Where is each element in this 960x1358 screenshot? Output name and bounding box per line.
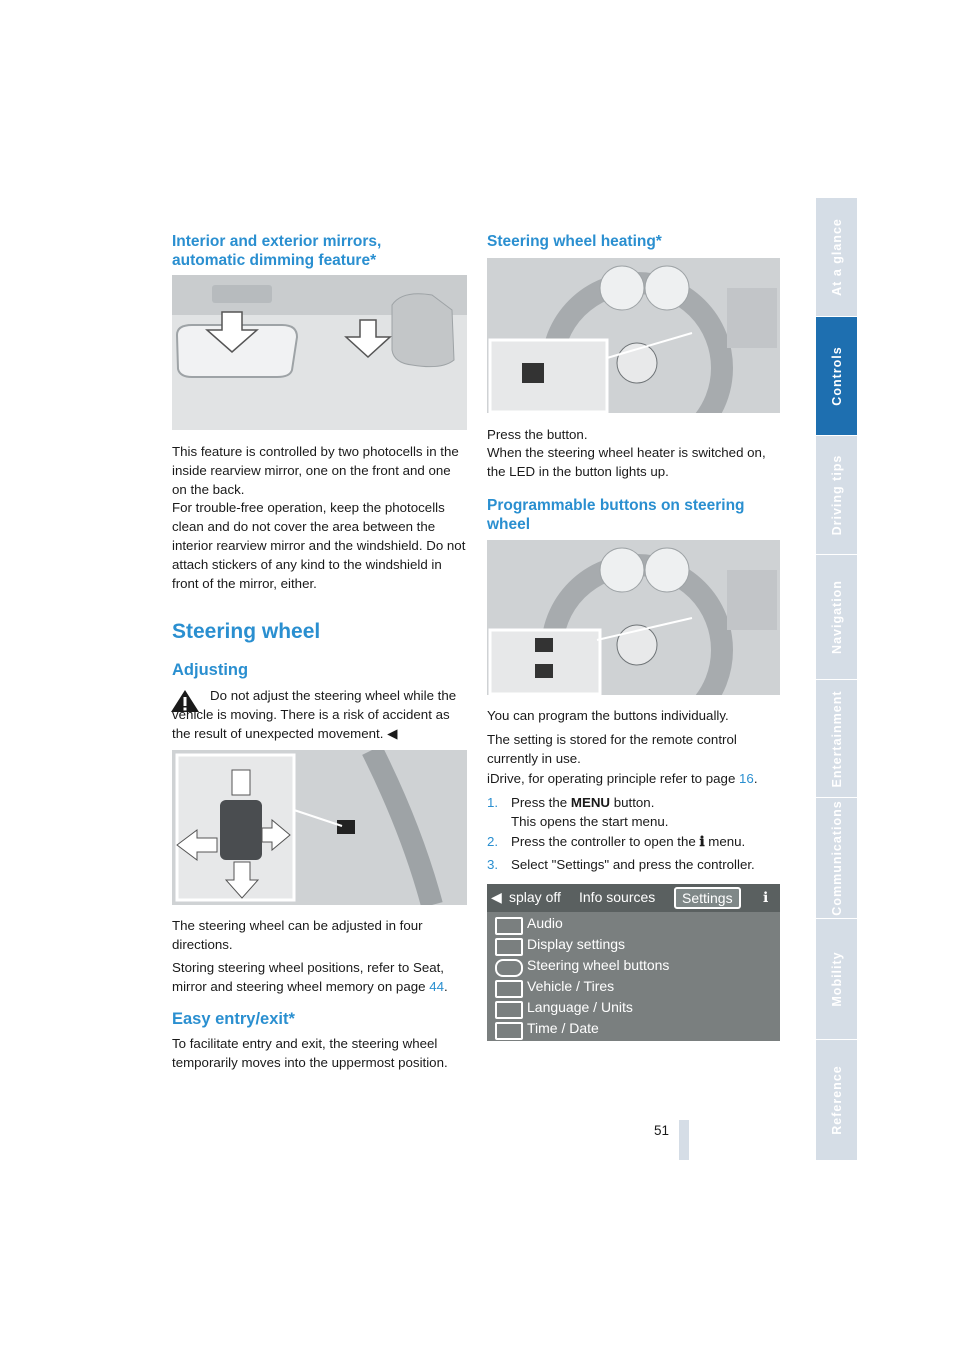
tab-display-off[interactable]: splay off: [509, 889, 561, 905]
mirrors-paragraph-2: For trouble-free operation, keep the photocells clean and do not cover the area between the interior rearview mirror and the windshield. Do not attach stickers of any kind to the windshield in front of the mirror, either.: [172, 500, 466, 591]
heating-paragraph-2: When the steering wheel heater is switched on, the LED in the button lights up.: [487, 445, 766, 479]
sidebar-tab-reference[interactable]: Reference: [816, 1040, 857, 1160]
display-icon: [495, 938, 523, 956]
mirrors-heading: Interior and exterior mirrors, automatic dimming feature*: [172, 233, 382, 269]
programmable-paragraph-3: iDrive, for operating principle refer to page 16.: [487, 771, 758, 786]
flag-icon: [495, 1001, 523, 1019]
sidebar-tab-controls[interactable]: Controls: [816, 317, 857, 435]
steering-wheel-heading: Steering wheel: [172, 620, 321, 643]
sidebar-tab-navigation[interactable]: Navigation: [816, 555, 857, 679]
adjust-paragraph-2: Storing steering wheel positions, refer to Seat, mirror and steering wheel memory on page 44.: [172, 960, 448, 994]
sidebar-tab-driving-tips[interactable]: Driving tips: [816, 436, 857, 554]
programmable-paragraph-1: You can program the buttons individually.: [487, 708, 729, 723]
adjusting-heading: Adjusting: [172, 661, 249, 679]
sidebar-tab-communications[interactable]: Communications: [816, 798, 857, 918]
step-3: 3. Select "Settings" and press the controller.: [487, 857, 755, 872]
page-link-44[interactable]: 44: [429, 979, 444, 994]
heating-paragraph-1: Press the button.: [487, 427, 588, 442]
page-number: 51: [654, 1123, 670, 1138]
heating-heading: Steering wheel heating*: [487, 233, 662, 250]
tab-settings[interactable]: Settings: [674, 887, 741, 909]
screen-tab-bar: [487, 884, 780, 912]
menu-item-language-units[interactable]: Language / Units: [487, 998, 780, 1018]
page-number-bar: [679, 1120, 689, 1160]
step-2: 2. Press the controller to open the ℹ menu.: [487, 834, 746, 849]
page-link-16[interactable]: 16: [739, 771, 754, 786]
mirrors-paragraph-1: This feature is controlled by two photocells in the inside rearview mirror, one on the front and one on the back.: [172, 444, 459, 497]
menu-item-steering-wheel-buttons[interactable]: Steering wheel buttons: [487, 956, 780, 976]
menu-item-vehicle-tires[interactable]: Vehicle / Tires: [487, 977, 780, 997]
audio-icon: [495, 917, 523, 935]
sidebar-tab-mobility[interactable]: Mobility: [816, 919, 857, 1039]
vehicle-icon: [495, 980, 523, 998]
menu-item-audio[interactable]: Audio: [487, 914, 780, 934]
adjust-paragraph-1: The steering wheel can be adjusted in four directions.: [172, 918, 423, 952]
idrive-settings-screen: [487, 884, 780, 1041]
sidebar-tab-entertainment[interactable]: Entertainment: [816, 680, 857, 797]
left-arrow-icon[interactable]: ◀: [491, 889, 502, 905]
programmable-buttons-illustration: [487, 540, 780, 695]
programmable-paragraph-2: The setting is stored for the remote control currently in use.: [487, 732, 737, 766]
warning-text: Do not adjust the steering wheel while the vehicle is moving. There is a risk of accident as the result of unexpected movement. ◀: [172, 688, 457, 741]
steering-adjust-illustration: [172, 750, 467, 905]
menu-item-time-date[interactable]: Time / Date: [487, 1019, 780, 1039]
clock-icon: [495, 1022, 523, 1040]
info-icon[interactable]: ℹ: [763, 889, 769, 905]
end-marker-icon: ◀: [383, 726, 398, 741]
mirror-illustration: [172, 275, 467, 430]
steering-heating-illustration: [487, 258, 780, 413]
easy-entry-paragraph: To facilitate entry and exit, the steering wheel temporarily moves into the uppermost position.: [172, 1036, 448, 1070]
tab-info-sources[interactable]: Info sources: [579, 889, 656, 905]
programmable-heading: Programmable buttons on steering wheel: [487, 497, 745, 533]
easy-entry-heading: Easy entry/exit*: [172, 1010, 295, 1028]
sidebar-tab-at-a-glance[interactable]: At a glance: [816, 198, 857, 316]
step-1: 1. Press the MENU button. This opens the start menu.: [487, 795, 669, 829]
menu-item-display-settings[interactable]: Display settings: [487, 935, 780, 955]
info-icon: ℹ: [699, 834, 705, 849]
steering-wheel-icon: [495, 959, 523, 977]
menu-key-icon: MENU: [570, 795, 611, 810]
